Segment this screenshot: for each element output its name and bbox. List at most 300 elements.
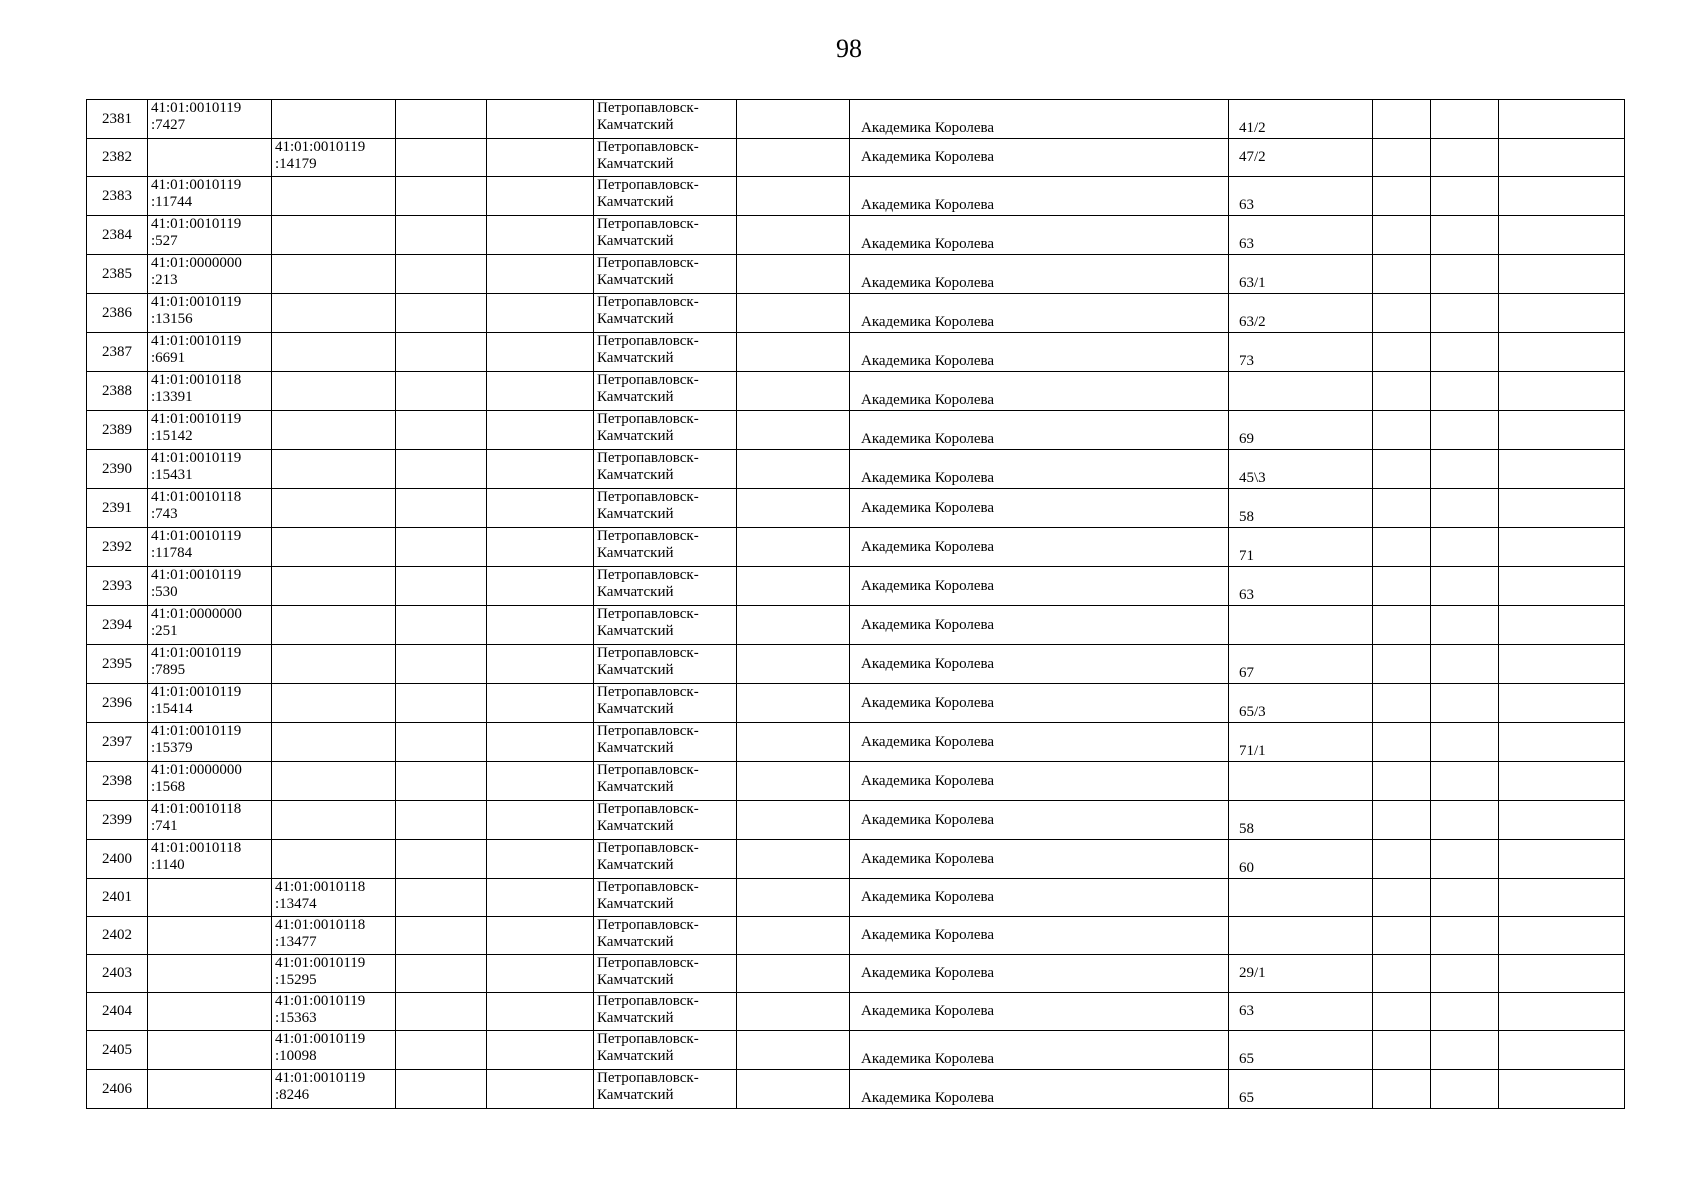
empty-cell [737,216,850,255]
empty-cell [396,100,487,139]
empty-cell [1431,762,1499,801]
empty-cell [396,567,487,606]
empty-cell [1431,489,1499,528]
empty-cell [1499,684,1625,723]
empty-cell [487,255,594,294]
cadastral-number-alt-cell: 41:01:0010119 :14179 [272,139,396,177]
empty-cell [1373,294,1431,333]
empty-cell [487,801,594,840]
empty-cell [737,528,850,567]
cadastral-number-alt-cell [272,762,396,801]
city-cell: Петропавловск- Камчатский [594,1031,737,1070]
street-cell: Академика Королева [850,606,1229,645]
empty-cell [737,955,850,993]
house-number-cell: 63 [1229,567,1373,606]
empty-cell [1499,606,1625,645]
empty-cell [396,411,487,450]
empty-cell [396,606,487,645]
row-number-cell: 2403 [87,955,148,993]
cadastral-number-alt-cell [272,606,396,645]
row-number-cell: 2384 [87,216,148,255]
empty-cell [1373,1070,1431,1109]
empty-cell [396,840,487,879]
empty-cell [1431,917,1499,955]
empty-cell [1373,917,1431,955]
empty-cell [737,567,850,606]
row-number-cell: 2406 [87,1070,148,1109]
empty-cell [487,216,594,255]
table-row [87,216,1625,255]
empty-cell [737,139,850,177]
empty-cell [396,1031,487,1070]
empty-cell [396,879,487,917]
row-number-cell: 2396 [87,684,148,723]
street-cell: Академика Королева [850,684,1229,723]
empty-cell [1373,1031,1431,1070]
empty-cell [1431,645,1499,684]
empty-cell [1499,1031,1625,1070]
empty-cell [737,333,850,372]
row-number-cell: 2389 [87,411,148,450]
street-cell: Академика Королева [850,993,1229,1031]
house-number-cell: 45\3 [1229,450,1373,489]
city-cell: Петропавловск- Камчатский [594,955,737,993]
city-cell: Петропавловск- Камчатский [594,294,737,333]
cadastral-number-cell: 41:01:0010119 :15142 [148,411,272,450]
empty-cell [737,255,850,294]
empty-cell [1431,411,1499,450]
city-cell: Петропавловск- Камчатский [594,567,737,606]
house-number-cell [1229,879,1373,917]
empty-cell [1373,840,1431,879]
empty-cell [1499,993,1625,1031]
empty-cell [487,333,594,372]
house-number-cell: 69 [1229,411,1373,450]
city-cell: Петропавловск- Камчатский [594,993,737,1031]
empty-cell [1499,255,1625,294]
table-row [87,955,1625,993]
cadastral-number-alt-cell [272,645,396,684]
empty-cell [1499,139,1625,177]
empty-cell [1373,801,1431,840]
empty-cell [1431,528,1499,567]
cadastral-number-alt-cell [272,723,396,762]
empty-cell [396,684,487,723]
row-number-cell: 2392 [87,528,148,567]
cadastral-number-alt-cell [272,333,396,372]
empty-cell [487,762,594,801]
city-cell: Петропавловск- Камчатский [594,372,737,411]
empty-cell [396,489,487,528]
street-cell: Академика Королева [850,177,1229,216]
cadastral-number-cell: 41:01:0010119 :13156 [148,294,272,333]
row-number-cell: 2381 [87,100,148,139]
city-cell: Петропавловск- Камчатский [594,489,737,528]
cadastral-number-alt-cell [272,567,396,606]
cadastral-number-cell [148,879,272,917]
empty-cell [487,684,594,723]
city-cell: Петропавловск- Камчатский [594,216,737,255]
empty-cell [737,879,850,917]
table-row [87,489,1625,528]
empty-cell [1499,917,1625,955]
city-cell: Петропавловск- Камчатский [594,917,737,955]
table-row [87,723,1625,762]
cadastral-number-cell: 41:01:0010118 :13391 [148,372,272,411]
empty-cell [1499,100,1625,139]
empty-cell [737,100,850,139]
table-row [87,1031,1625,1070]
city-cell: Петропавловск- Камчатский [594,879,737,917]
empty-cell [487,1031,594,1070]
empty-cell [1373,955,1431,993]
city-cell: Петропавловск- Камчатский [594,723,737,762]
cadastral-number-alt-cell [272,528,396,567]
empty-cell [1431,723,1499,762]
empty-cell [487,489,594,528]
house-number-cell: 63 [1229,216,1373,255]
empty-cell [1499,372,1625,411]
street-cell: Академика Королева [850,255,1229,294]
empty-cell [396,645,487,684]
empty-cell [487,567,594,606]
cadastral-number-cell: 41:01:0010119 :530 [148,567,272,606]
cadastral-number-cell [148,955,272,993]
empty-cell [1431,177,1499,216]
empty-cell [487,955,594,993]
house-number-cell: 65 [1229,1070,1373,1109]
city-cell: Петропавловск- Камчатский [594,606,737,645]
empty-cell [396,1070,487,1109]
empty-cell [487,450,594,489]
empty-cell [1373,684,1431,723]
empty-cell [1431,567,1499,606]
empty-cell [396,723,487,762]
cadastral-number-cell: 41:01:0010119 :15431 [148,450,272,489]
empty-cell [1499,333,1625,372]
empty-cell [1431,294,1499,333]
table-row [87,294,1625,333]
house-number-cell: 29/1 [1229,955,1373,993]
empty-cell [1431,955,1499,993]
empty-cell [737,294,850,333]
empty-cell [1373,216,1431,255]
street-cell: Академика Королева [850,723,1229,762]
house-number-cell: 63/2 [1229,294,1373,333]
table-row [87,879,1625,917]
city-cell: Петропавловск- Камчатский [594,1070,737,1109]
empty-cell [1373,993,1431,1031]
empty-cell [737,645,850,684]
row-number-cell: 2385 [87,255,148,294]
empty-cell [1499,1070,1625,1109]
cadastral-number-cell: 41:01:0010119 :7427 [148,100,272,139]
empty-cell [396,528,487,567]
empty-cell [1499,450,1625,489]
cadastral-number-alt-cell [272,801,396,840]
cadastral-number-cell [148,917,272,955]
empty-cell [1373,723,1431,762]
empty-cell [1431,801,1499,840]
row-number-cell: 2397 [87,723,148,762]
empty-cell [737,489,850,528]
empty-cell [737,684,850,723]
row-number-cell: 2399 [87,801,148,840]
empty-cell [737,762,850,801]
house-number-cell: 63 [1229,993,1373,1031]
house-number-cell [1229,762,1373,801]
empty-cell [396,139,487,177]
house-number-cell [1229,917,1373,955]
empty-cell [396,993,487,1031]
table-row [87,840,1625,879]
empty-cell [1431,139,1499,177]
street-cell: Академика Королева [850,450,1229,489]
empty-cell [1499,216,1625,255]
table-row [87,177,1625,216]
empty-cell [737,801,850,840]
cadastral-number-alt-cell [272,216,396,255]
row-number-cell: 2405 [87,1031,148,1070]
empty-cell [1431,993,1499,1031]
empty-cell [487,723,594,762]
empty-cell [737,177,850,216]
cadastral-number-cell: 41:01:0010119 :527 [148,216,272,255]
empty-cell [1431,372,1499,411]
table-row [87,450,1625,489]
table-row [87,606,1625,645]
table-row [87,372,1625,411]
house-number-cell [1229,372,1373,411]
empty-cell [487,917,594,955]
row-number-cell: 2391 [87,489,148,528]
street-cell: Академика Королева [850,333,1229,372]
empty-cell [1431,216,1499,255]
empty-cell [1373,567,1431,606]
table-row [87,100,1625,139]
empty-cell [487,840,594,879]
house-number-cell: 73 [1229,333,1373,372]
page-number: 98 [836,34,862,63]
street-cell: Академика Королева [850,1031,1229,1070]
city-cell: Петропавловск- Камчатский [594,762,737,801]
cadastral-number-cell [148,139,272,177]
cadastral-number-alt-cell: 41:01:0010119 :10098 [272,1031,396,1070]
empty-cell [396,955,487,993]
cadastral-number-cell: 41:01:0010118 :1140 [148,840,272,879]
row-number-cell: 2383 [87,177,148,216]
empty-cell [1431,1031,1499,1070]
empty-cell [1373,606,1431,645]
empty-cell [737,450,850,489]
cadastral-number-cell [148,1031,272,1070]
empty-cell [737,1031,850,1070]
cadastral-number-alt-cell: 41:01:0010118 :13477 [272,917,396,955]
street-cell: Академика Королева [850,411,1229,450]
empty-cell [737,372,850,411]
empty-cell [1373,762,1431,801]
empty-cell [1431,450,1499,489]
cadastral-number-alt-cell [272,684,396,723]
empty-cell [487,879,594,917]
cadastral-number-alt-cell [272,177,396,216]
empty-cell [1499,723,1625,762]
city-cell: Петропавловск- Камчатский [594,801,737,840]
cadastral-number-alt-cell [272,372,396,411]
street-cell: Академика Королева [850,216,1229,255]
empty-cell [737,411,850,450]
row-number-cell: 2400 [87,840,148,879]
street-cell: Академика Королева [850,645,1229,684]
row-number-cell: 2395 [87,645,148,684]
empty-cell [396,333,487,372]
empty-cell [1499,840,1625,879]
cadastral-number-alt-cell: 41:01:0010119 :8246 [272,1070,396,1109]
city-cell: Петропавловск- Камчатский [594,100,737,139]
empty-cell [1373,489,1431,528]
empty-cell [1431,606,1499,645]
cadastral-number-alt-cell [272,255,396,294]
table-row [87,255,1625,294]
row-number-cell: 2404 [87,993,148,1031]
empty-cell [737,840,850,879]
cadastral-number-cell: 41:01:0010119 :11784 [148,528,272,567]
cadastral-number-cell: 41:01:0010119 :15414 [148,684,272,723]
empty-cell [1499,411,1625,450]
empty-cell [396,801,487,840]
city-cell: Петропавловск- Камчатский [594,840,737,879]
street-cell: Академика Королева [850,917,1229,955]
empty-cell [1373,100,1431,139]
cadastral-number-cell: 41:01:0000000 :213 [148,255,272,294]
house-number-cell: 71 [1229,528,1373,567]
empty-cell [1431,879,1499,917]
empty-cell [1499,528,1625,567]
empty-cell [1431,684,1499,723]
table-row [87,801,1625,840]
house-number-cell: 65/3 [1229,684,1373,723]
empty-cell [1373,879,1431,917]
street-cell: Академика Королева [850,840,1229,879]
row-number-cell: 2401 [87,879,148,917]
house-number-cell: 65 [1229,1031,1373,1070]
empty-cell [1373,333,1431,372]
empty-cell [396,372,487,411]
table-row [87,1070,1625,1109]
table-row [87,567,1625,606]
row-number-cell: 2390 [87,450,148,489]
cadastral-number-cell: 41:01:0000000 :1568 [148,762,272,801]
house-number-cell [1229,606,1373,645]
street-cell: Академика Королева [850,567,1229,606]
cadastral-number-cell: 41:01:0010119 :11744 [148,177,272,216]
empty-cell [737,606,850,645]
empty-cell [487,645,594,684]
empty-cell [1373,177,1431,216]
empty-cell [1373,372,1431,411]
empty-cell [737,993,850,1031]
table-row [87,762,1625,801]
street-cell: Академика Королева [850,528,1229,567]
row-number-cell: 2402 [87,917,148,955]
street-cell: Академика Королева [850,1070,1229,1109]
street-cell: Академика Королева [850,762,1229,801]
house-number-cell: 60 [1229,840,1373,879]
street-cell: Академика Королева [850,294,1229,333]
table-row [87,411,1625,450]
street-cell: Академика Королева [850,879,1229,917]
row-number-cell: 2398 [87,762,148,801]
empty-cell [1499,955,1625,993]
empty-cell [1499,489,1625,528]
empty-cell [1431,840,1499,879]
empty-cell [1373,255,1431,294]
empty-cell [396,177,487,216]
row-number-cell: 2388 [87,372,148,411]
city-cell: Петропавловск- Камчатский [594,411,737,450]
cadastral-number-alt-cell [272,489,396,528]
table-row [87,993,1625,1031]
empty-cell [1499,177,1625,216]
empty-cell [1499,879,1625,917]
empty-cell [1373,528,1431,567]
cadastral-number-alt-cell [272,411,396,450]
city-cell: Петропавловск- Камчатский [594,684,737,723]
empty-cell [487,528,594,567]
empty-cell [1499,294,1625,333]
cadastral-number-cell [148,993,272,1031]
cadastral-number-cell: 41:01:0010119 :15379 [148,723,272,762]
empty-cell [737,1070,850,1109]
table-row [87,333,1625,372]
empty-cell [737,917,850,955]
empty-cell [487,372,594,411]
empty-cell [396,294,487,333]
cadastral-number-cell: 41:01:0010118 :741 [148,801,272,840]
row-number-cell: 2394 [87,606,148,645]
street-cell: Академика Королева [850,489,1229,528]
empty-cell [1373,450,1431,489]
cadastral-number-cell: 41:01:0000000 :251 [148,606,272,645]
city-cell: Петропавловск- Камчатский [594,333,737,372]
empty-cell [487,139,594,177]
cadastral-number-alt-cell [272,840,396,879]
cadastral-number-alt-cell: 41:01:0010119 :15295 [272,955,396,993]
table-row [87,645,1625,684]
table-row [87,139,1625,177]
empty-cell [1373,139,1431,177]
empty-cell [487,100,594,139]
empty-cell [1431,1070,1499,1109]
house-number-cell: 63/1 [1229,255,1373,294]
city-cell: Петропавловск- Камчатский [594,528,737,567]
empty-cell [1373,645,1431,684]
house-number-cell: 58 [1229,801,1373,840]
cadastral-number-cell: 41:01:0010119 :6691 [148,333,272,372]
empty-cell [737,723,850,762]
street-cell: Академика Королева [850,139,1229,177]
empty-cell [396,255,487,294]
empty-cell [1431,333,1499,372]
empty-cell [1431,255,1499,294]
city-cell: Петропавловск- Камчатский [594,139,737,177]
cadastral-number-alt-cell [272,100,396,139]
row-number-cell: 2393 [87,567,148,606]
cadastral-number-alt-cell: 41:01:0010119 :15363 [272,993,396,1031]
house-number-cell: 67 [1229,645,1373,684]
empty-cell [487,411,594,450]
cadastral-number-cell [148,1070,272,1109]
